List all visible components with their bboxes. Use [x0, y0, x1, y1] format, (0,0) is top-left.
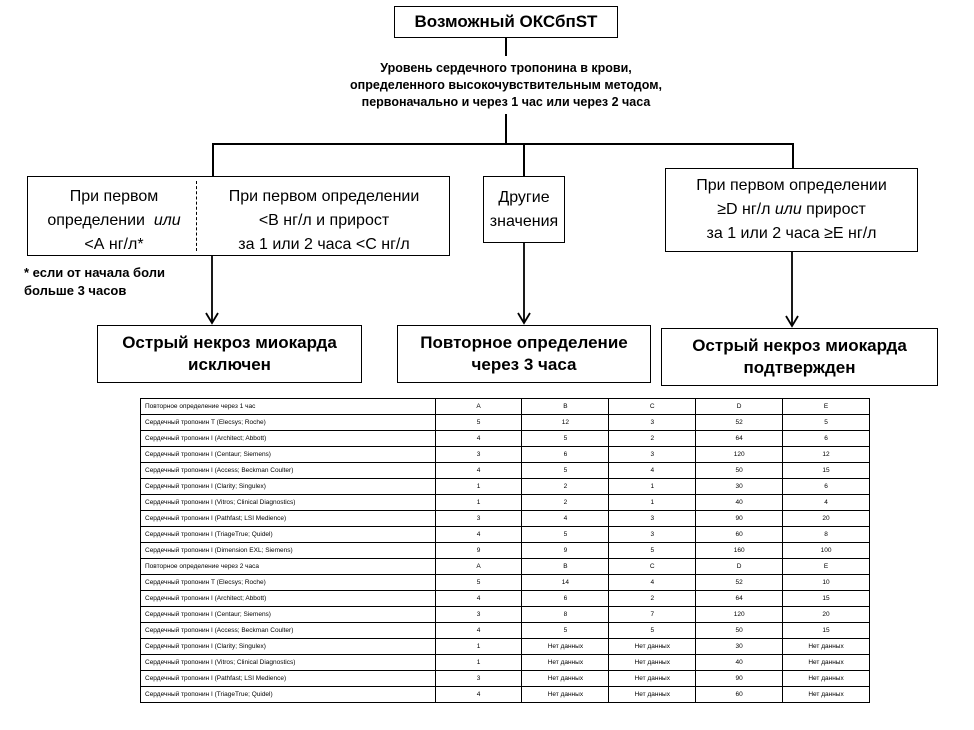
- table-cell: 1: [609, 479, 696, 495]
- table-cell: 3: [609, 511, 696, 527]
- branch-middle-line: значения: [489, 212, 559, 230]
- branch-left-line: <А нг/л*: [84, 236, 144, 253]
- branch-right-box: [665, 168, 918, 252]
- table-row: [141, 671, 870, 687]
- table-row: [141, 687, 870, 703]
- table-row: [141, 511, 870, 527]
- footnote-line: * если от начала боли: [24, 265, 165, 280]
- table-cell: 4: [435, 591, 522, 607]
- table-row-label: Сердечный тропонин I (TriageTrue; Quidel): [141, 527, 436, 543]
- table-cell: B: [522, 559, 609, 575]
- table-row: [141, 495, 870, 511]
- table-cell: 60: [696, 687, 783, 703]
- table-row-label: Сердечный тропонин I (Dimension EXL; Siemens): [141, 543, 436, 559]
- table-cell: 12: [783, 447, 870, 463]
- table-cell: 6: [522, 447, 609, 463]
- table-row-label: Сердечный тропонин I (Vitros; Clinical Diagnostics): [141, 495, 436, 511]
- table-cell: 3: [435, 607, 522, 623]
- table-cell: Нет данных: [783, 671, 870, 687]
- intro-line: Уровень сердечного тропонина в крови,: [380, 61, 632, 75]
- result-confirmed-box: [661, 328, 938, 386]
- table-row-label: Сердечный тропонин I (Architect; Abbott): [141, 591, 436, 607]
- table-cell: 2: [609, 431, 696, 447]
- table-cell: 3: [609, 415, 696, 431]
- table-cell: E: [783, 559, 870, 575]
- table-cell: 64: [696, 431, 783, 447]
- table-cell: Нет данных: [609, 639, 696, 655]
- table-cell: 4: [435, 463, 522, 479]
- table-row-label: Сердечный тропонин I (Pathfast; LSI Medience): [141, 511, 436, 527]
- table-cell: 4: [522, 511, 609, 527]
- table-cell: C: [609, 559, 696, 575]
- table-cell: 5: [609, 543, 696, 559]
- table-row: [141, 431, 870, 447]
- table-cell: 4: [435, 687, 522, 703]
- table-row: [141, 591, 870, 607]
- table-cell: B: [522, 399, 609, 415]
- table-cell: 9: [522, 543, 609, 559]
- table-cell: 3: [609, 527, 696, 543]
- table-cell: 52: [696, 415, 783, 431]
- table-cell: 4: [609, 463, 696, 479]
- table-row: [141, 559, 870, 575]
- table-row-label: Сердечный тропонин I (Access; Beckman Coulter): [141, 623, 436, 639]
- table-cell: 6: [522, 591, 609, 607]
- table-cell: 20: [783, 607, 870, 623]
- table-row: [141, 447, 870, 463]
- result-line: Острый некроз миокарда: [122, 333, 337, 352]
- table-cell: 40: [696, 495, 783, 511]
- table-cell: 5: [435, 415, 522, 431]
- table-cell: 40: [696, 655, 783, 671]
- table-cell: 4: [435, 431, 522, 447]
- table-cell: 3: [435, 671, 522, 687]
- result-line: исключен: [188, 355, 271, 374]
- table-cell: Нет данных: [783, 639, 870, 655]
- table-cell: 3: [435, 447, 522, 463]
- table-row-label: Сердечный тропонин I (Access; Beckman Coulter): [141, 463, 436, 479]
- table-cell: 160: [696, 543, 783, 559]
- table-cell: Нет данных: [522, 687, 609, 703]
- table-cell: 30: [696, 639, 783, 655]
- table-row: [141, 655, 870, 671]
- table-cell: 8: [522, 607, 609, 623]
- table-row: [141, 639, 870, 655]
- intro-line: первоначально и через 1 час или через 2 часа: [361, 95, 651, 109]
- table-cell: 4: [783, 495, 870, 511]
- table-row: [141, 415, 870, 431]
- table-cell: Нет данных: [609, 671, 696, 687]
- table-cell: 1: [609, 495, 696, 511]
- branch-left-word: определении: [47, 212, 145, 229]
- table-cell: 90: [696, 671, 783, 687]
- table-row-label: Сердечный тропонин I (Clarity; Singulex): [141, 639, 436, 655]
- branch-left-line: [34, 209, 194, 233]
- table-cell: 7: [609, 607, 696, 623]
- table-row-label: Сердечный тропонин I (Centaur; Siemens): [141, 607, 436, 623]
- table-cell: 6: [783, 431, 870, 447]
- table-cell: D: [696, 559, 783, 575]
- table-cell: 3: [435, 511, 522, 527]
- table-cell: E: [783, 399, 870, 415]
- table-row-label: Повторное определение через 1 час: [141, 399, 436, 415]
- table-cell: 64: [696, 591, 783, 607]
- result-line: подтвержден: [743, 358, 856, 377]
- table-cell: 1: [435, 639, 522, 655]
- table-row: [141, 575, 870, 591]
- table-row: [141, 463, 870, 479]
- branch-right-line: за 1 или 2 часа ≥E нг/л: [706, 225, 877, 242]
- table-cell: 4: [435, 527, 522, 543]
- table-cell: 15: [783, 591, 870, 607]
- table-cell: Нет данных: [522, 655, 609, 671]
- table-cell: 15: [783, 623, 870, 639]
- result-line: Острый некроз миокарда: [692, 336, 907, 355]
- table-cell: 9: [435, 543, 522, 559]
- table-cell: 2: [522, 495, 609, 511]
- branch-left-box: [27, 176, 450, 256]
- table-cell: 50: [696, 463, 783, 479]
- table-cell: C: [609, 399, 696, 415]
- table-cell: 12: [522, 415, 609, 431]
- table-cell: 5: [522, 463, 609, 479]
- dashed-divider: [196, 181, 197, 251]
- footnote-line: больше 3 часов: [24, 283, 127, 298]
- result-line: через 3 часа: [471, 355, 577, 374]
- table-row-label: Сердечный тропонин I (Architect; Abbott): [141, 431, 436, 447]
- table-cell: 120: [696, 447, 783, 463]
- table-row: [141, 527, 870, 543]
- table-row-label: Сердечный тропонин I (Clarity; Singulex): [141, 479, 436, 495]
- table-cell: Нет данных: [522, 639, 609, 655]
- table-cell: 52: [696, 575, 783, 591]
- table-row-label: Сердечный тропонин I (Pathfast; LSI Medience): [141, 671, 436, 687]
- branch-right-text: ≥D нг/л: [717, 201, 775, 218]
- table-cell: 90: [696, 511, 783, 527]
- branch-right-text: прирост: [801, 201, 866, 218]
- result-line: Повторное определение: [420, 333, 628, 352]
- table-row-label: Сердечный тропонин I (Vitros; Clinical Diagnostics): [141, 655, 436, 671]
- table-cell: 5: [522, 623, 609, 639]
- table-cell: 5: [435, 575, 522, 591]
- table-cell: 3: [609, 447, 696, 463]
- branch-middle-box: [483, 176, 565, 243]
- table-row-label: Сердечный тропонин T (Elecsys; Roche): [141, 575, 436, 591]
- table-row-label: Повторное определение через 2 часа: [141, 559, 436, 575]
- table-cell: 30: [696, 479, 783, 495]
- table-cell: D: [696, 399, 783, 415]
- table-cell: 50: [696, 623, 783, 639]
- table-cell: 4: [609, 575, 696, 591]
- table-cell: 100: [783, 543, 870, 559]
- table-cell: 60: [696, 527, 783, 543]
- table-cell: 6: [783, 479, 870, 495]
- table-cell: 1: [435, 655, 522, 671]
- branch-middle-line: Другие: [498, 188, 550, 206]
- table-row: [141, 623, 870, 639]
- branch-right-line: [696, 198, 887, 222]
- table-cell: A: [435, 559, 522, 575]
- table-cell: 4: [435, 623, 522, 639]
- branch-right-line: При первом определении: [696, 177, 887, 194]
- table-row: [141, 479, 870, 495]
- branch-left-line: за 1 или 2 часа <С нг/л: [238, 236, 410, 253]
- table-cell: 5: [783, 415, 870, 431]
- result-repeat-box: [397, 325, 651, 383]
- title: Возможный ОКСбпST: [414, 12, 598, 31]
- table-row-label: Сердечный тропонин I (TriageTrue; Quidel): [141, 687, 436, 703]
- table-cell: 8: [783, 527, 870, 543]
- or-word: или: [774, 201, 802, 218]
- or-word: или: [153, 212, 181, 229]
- footnote: [24, 264, 224, 300]
- branch-left-part2: [204, 185, 444, 257]
- table-cell: 2: [522, 479, 609, 495]
- table-cell: 14: [522, 575, 609, 591]
- table-cell: 20: [783, 511, 870, 527]
- table-cell: 10: [783, 575, 870, 591]
- branch-left-line: При первом: [69, 188, 159, 205]
- table-cell: Нет данных: [609, 655, 696, 671]
- table-cell: 5: [522, 431, 609, 447]
- table-cell: Нет данных: [522, 671, 609, 687]
- result-excluded-box: [97, 325, 362, 383]
- table-cell: 5: [522, 527, 609, 543]
- table-cell: 1: [435, 495, 522, 511]
- table-cell: 15: [783, 463, 870, 479]
- branch-left-line: <В нг/л и прирост: [258, 212, 390, 229]
- table-cell: Нет данных: [609, 687, 696, 703]
- branch-left-part1: [34, 185, 194, 257]
- table-cell: A: [435, 399, 522, 415]
- table-cell: 2: [609, 591, 696, 607]
- branch-left-line: При первом определении: [228, 188, 420, 205]
- table-row: [141, 607, 870, 623]
- table-row: [141, 543, 870, 559]
- table-row-label: Сердечный тропонин T (Elecsys; Roche): [141, 415, 436, 431]
- table-cell: Нет данных: [783, 655, 870, 671]
- table-cell: 5: [609, 623, 696, 639]
- table-cell: 120: [696, 607, 783, 623]
- table-row-label: Сердечный тропонин I (Centaur; Siemens): [141, 447, 436, 463]
- table-row: [141, 399, 870, 415]
- intro-line: определенного высокочувствительным методом,: [350, 78, 662, 92]
- troponin-thresholds-table: [140, 398, 870, 703]
- table-cell: Нет данных: [783, 687, 870, 703]
- table-cell: 1: [435, 479, 522, 495]
